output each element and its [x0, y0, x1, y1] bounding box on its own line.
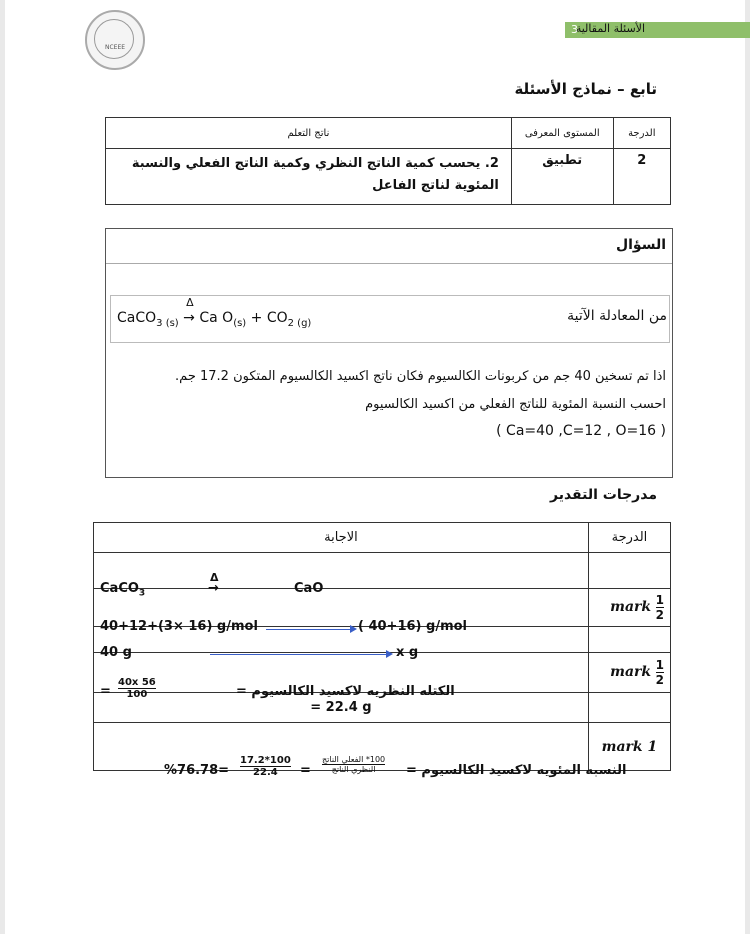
question-line-2: احسب النسبة المئوية للناتج الفعلي من اكسيد الكالسيوم — [365, 397, 666, 412]
page-title: تابع – نماذج الأسئلة — [514, 80, 657, 98]
question-heading: السؤال — [615, 237, 666, 253]
grade-row-6: 1 mark — [588, 723, 670, 771]
level-cell: تطبيق — [511, 149, 613, 205]
outcome-table — [105, 117, 671, 205]
answer-row-1: CaCO$_3$ Δ → CaO — [94, 553, 589, 589]
equation-box — [110, 295, 670, 343]
logo: NCEEE — [85, 10, 145, 70]
header-section-title: الأسئلة المقالية — [575, 22, 645, 35]
grading-title: مدرجات التقدير — [549, 487, 657, 503]
grade-cell: 2 — [613, 149, 670, 205]
answer-row-6: %76.78= $\frac{17.2*100}{22.4}$ = 100* الفعلي الناتج النظري الناتج النسبه المئويه لاكسيد الكالسيوم = — [94, 723, 589, 771]
answer-header: الاجابة — [94, 523, 589, 553]
grading-table — [93, 522, 671, 778]
question-box — [105, 228, 673, 478]
page-number: 3 — [571, 23, 578, 36]
grade-row-2: $\frac{1}{2}$ mark — [588, 589, 670, 627]
grade-row-1 — [588, 553, 670, 589]
outcome-cell: 2. يحسب كمية الناتج النظري وكمية الناتج الفعلي والنسبة المئوية لناتج الفاعل — [106, 149, 512, 205]
atomic-masses: ( Ca=40 ,C=12 , O=16 ) — [496, 423, 666, 439]
answer-row-2: 40+12+(3× 16) g/mol ( 40+16) g/mol — [94, 589, 589, 627]
grade-header: الدرجة — [613, 118, 670, 149]
answer-row-3: 40 g x g — [94, 627, 589, 653]
grade-header-2: الدرجة — [588, 523, 670, 553]
level-header: المستوى المعرفى — [511, 118, 613, 149]
outcome-header: ناتج التعلم — [106, 118, 512, 149]
grade-row-3 — [588, 627, 670, 653]
grade-row-4: $\frac{1}{2}$ mark — [588, 653, 670, 693]
equation-label: من المعادلة الآتية — [567, 308, 667, 324]
answer-row-4: = $\frac{40x 56}{100}$ الكتله النظريه لاكسيد الكالسيوم = — [94, 653, 589, 693]
page — [5, 0, 745, 934]
question-line-1: اذا تم تسخين 40 جم من كربونات الكالسيوم فكان ناتج اكسيد الكالسيوم المتكون 17.2 جم. — [175, 369, 666, 384]
answer-row-5: = 22.4 g — [94, 693, 589, 723]
grade-row-5 — [588, 693, 670, 723]
chemical-equation: CaCO$_{3 (s)}$ → Δ Ca $O_{(s)} + CO_{2 (g)}$ — [117, 296, 312, 329]
